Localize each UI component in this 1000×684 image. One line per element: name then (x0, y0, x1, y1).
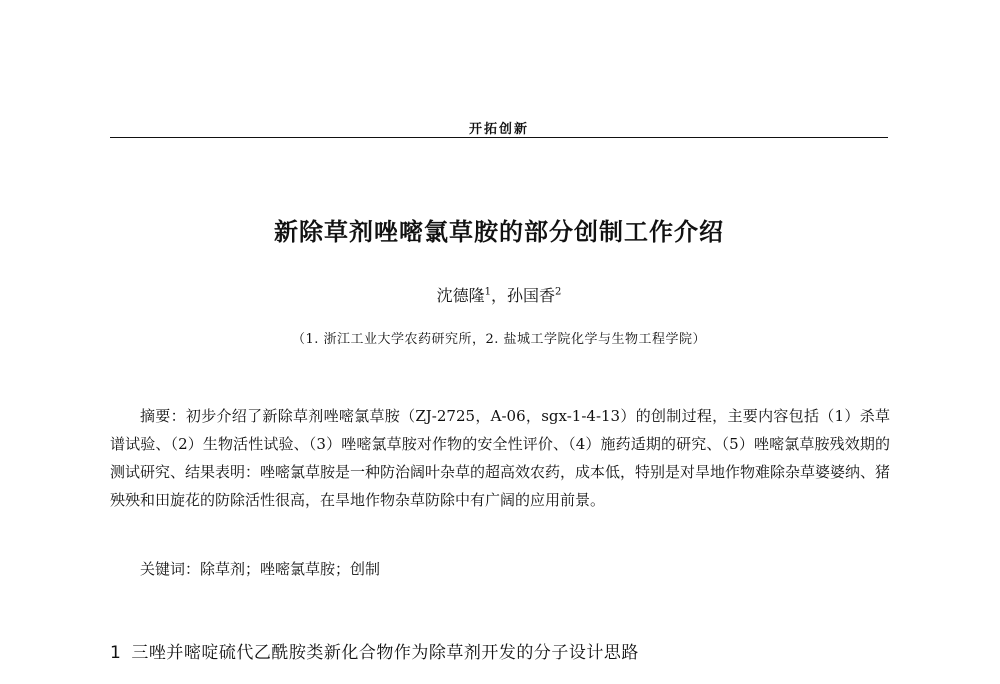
section-title: 三唑并嘧啶硫代乙酰胺类新化合物作为除草剂开发的分子设计思路 (131, 643, 639, 663)
paper-title: 新除草剂唑嘧氯草胺的部分创制工作介绍 (274, 217, 724, 246)
author-name: 孙国香 (507, 286, 556, 305)
abstract-text: 初步介绍了新除草剂唑嘧氯草胺（ZJ-2725，A-06，sgx-1-4-13）的创制过程，主要内容包括（1）杀草谱试验、（2）生物活性试验、（3）唑嘧氯草胺对作物的安全性评价、（4）施药适期的研究、（5）唑嘧氯草胺残效期的测试研究、结果表明：唑嘧氯草胺是一种防治阔叶杂草的超高效农药，成本低，特别是对旱地作物难除杂草婆婆纳、猪殃殃和田旋花的防除活性很高，在旱地作物杂草防除中有广阔的应用前景。 (110, 407, 891, 509)
author-name: 沈德隆 (436, 286, 485, 305)
section-heading (110, 638, 639, 663)
running-header: 开拓创新 (468, 122, 529, 137)
keywords (140, 555, 380, 583)
abstract-label: 摘要： (140, 407, 186, 425)
affiliation-mark: 2 (555, 286, 562, 298)
abstract (110, 402, 890, 514)
keywords-text: 除草剂；唑嘧氯草胺；创制 (200, 560, 381, 578)
author-separator: ， (490, 286, 507, 305)
author-line (110, 283, 888, 306)
section-number: 1 (110, 643, 122, 663)
affiliation-mark: 1 (484, 286, 491, 298)
keywords-label: 关键词： (140, 560, 201, 578)
affiliation-line: （1. 浙江工业大学农药研究所，2. 盐城工学院化学与生物工程学院） (291, 332, 707, 347)
header-rule (110, 137, 888, 138)
